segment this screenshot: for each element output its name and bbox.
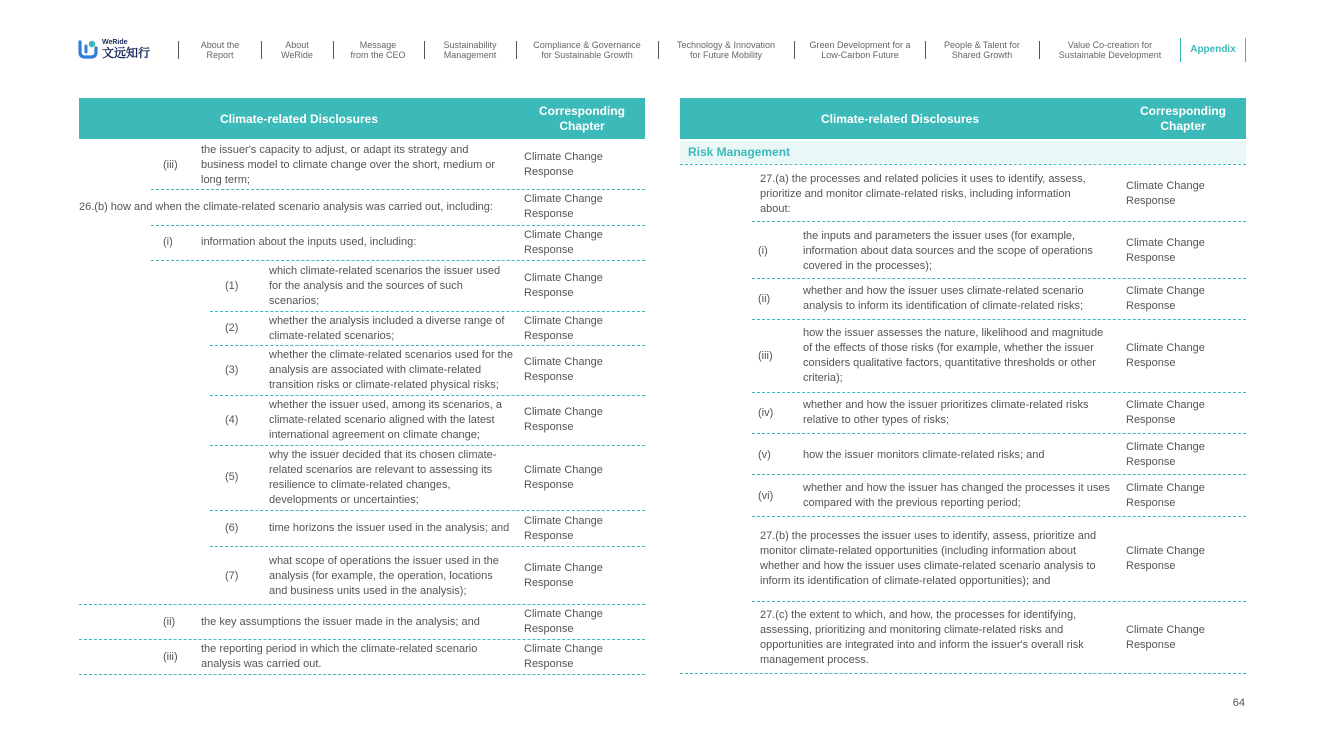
row-chapter[interactable]: Climate Change Response bbox=[524, 463, 603, 491]
table-row bbox=[680, 438, 1246, 472]
table-row bbox=[680, 324, 1246, 388]
row-number: (iii) bbox=[163, 650, 178, 663]
row-chapter[interactable]: Climate Change Response bbox=[524, 643, 603, 670]
row-chapter[interactable]: Climate Change Response bbox=[524, 562, 603, 589]
row-number: (7) bbox=[225, 569, 239, 582]
right-disclosure-table bbox=[680, 98, 1246, 678]
row-chapter[interactable]: Climate Change Response bbox=[1126, 342, 1205, 369]
table-row bbox=[79, 226, 645, 259]
nav-separator bbox=[794, 41, 795, 59]
nav-separator bbox=[516, 41, 517, 59]
table-row bbox=[79, 141, 645, 189]
nav-item-sustainability-management[interactable]: Sustainability Management bbox=[443, 40, 497, 60]
nav-separator bbox=[424, 41, 425, 59]
nav-separator bbox=[925, 41, 926, 59]
top-nav bbox=[0, 38, 1324, 62]
row-chapter[interactable]: Climate Change Response bbox=[524, 272, 603, 299]
row-divider bbox=[752, 433, 1246, 434]
row-text: how the issuer monitors climate-related risks; and bbox=[803, 448, 1045, 461]
row-number: (2) bbox=[225, 322, 239, 334]
row-text: time horizons the issuer used in the analysis; and bbox=[269, 522, 510, 534]
row-chapter[interactable]: Climate Change Response bbox=[1126, 441, 1205, 468]
row-divider bbox=[151, 260, 645, 261]
row-number: (iii) bbox=[163, 158, 178, 171]
nav-item-about-weride[interactable]: About WeRide bbox=[281, 40, 313, 60]
row-number: (4) bbox=[225, 413, 239, 426]
row-chapter[interactable]: Climate Change Response bbox=[1126, 399, 1205, 426]
row-number: (i) bbox=[163, 236, 173, 248]
row-text: the reporting period in which the climate-related scenario analysis was carried out. bbox=[201, 643, 478, 670]
row-divider bbox=[680, 164, 1246, 165]
row-divider bbox=[752, 516, 1246, 517]
row-chapter[interactable]: Climate Change Response bbox=[524, 193, 603, 220]
logo-text-en: WeRide bbox=[102, 39, 128, 46]
nav-item-ceo-message[interactable]: Message from the CEO bbox=[350, 40, 406, 60]
row-number: (i) bbox=[758, 244, 768, 257]
row-chapter[interactable]: Climate Change Response bbox=[1126, 180, 1205, 207]
nav-item-green-development[interactable]: Green Development for a Low-Carbon Future bbox=[809, 40, 911, 60]
table-row bbox=[79, 312, 645, 345]
row-chapter[interactable]: Climate Change Response bbox=[1126, 482, 1205, 509]
table-row bbox=[680, 479, 1246, 513]
row-text: 27.(c) the extent to which, and how, the processes for identifying, assessing, prioritizing and monitoring climate-related risks and opportunities are integrated into and inform the issuer's overall risk management process. bbox=[760, 609, 1084, 666]
nav-item-value-cocreation[interactable]: Value Co-creation for Sustainable Development bbox=[1058, 40, 1162, 60]
table-row bbox=[79, 396, 645, 444]
row-chapter[interactable]: Climate Change Response bbox=[1126, 285, 1205, 312]
row-text: 26.(b) how and when the climate-related scenario analysis was carried out, including: bbox=[79, 200, 493, 213]
row-text: whether the analysis included a diverse range of climate-related scenarios; bbox=[269, 314, 505, 342]
row-text: information about the inputs used, including: bbox=[201, 236, 417, 248]
row-chapter[interactable]: Climate Change Response bbox=[1126, 545, 1205, 572]
nav-separator bbox=[1039, 41, 1040, 59]
table-row bbox=[79, 640, 645, 674]
table-row bbox=[79, 605, 645, 639]
nav-separator bbox=[658, 41, 659, 59]
row-number: (3) bbox=[225, 363, 239, 376]
row-text: why the issuer decided that its chosen climate-related scenarios are relevant to assessing its resilience to climate-related changes, developments or uncertainties; bbox=[269, 448, 497, 506]
table-row bbox=[680, 396, 1246, 430]
row-text: whether the climate-related scenarios used for the analysis are associated with climate-related transition risks or climate-related physical risks; bbox=[269, 348, 513, 391]
row-text: which climate-related scenarios the issuer used for the analysis and the sources of such scenarios; bbox=[269, 264, 501, 307]
row-number: (ii) bbox=[163, 615, 176, 628]
page-header bbox=[0, 0, 1324, 75]
nav-item-compliance-governance[interactable]: Compliance & Governance for Sustainable Growth bbox=[533, 40, 641, 60]
row-chapter[interactable]: Climate Change Response bbox=[1126, 237, 1205, 264]
row-text: 27.(b) the processes the issuer uses to identify, assess, prioritize and monitor climate-related opportunities (including information about whether and how the issuer uses climate-related scenario analysis to inform its identification of climate-related opportunities); and bbox=[760, 530, 1097, 587]
page-number: 64 bbox=[1232, 697, 1245, 709]
nav-item-people-talent[interactable]: People & Talent for Shared Growth bbox=[944, 40, 1020, 60]
row-text: how the issuer assesses the nature, likelihood and magnitude of the effects of those risks (for example, whether the issuer considers qualitative factors, quantitative thresholds or other criteria); bbox=[803, 327, 1104, 384]
table-row bbox=[79, 550, 645, 602]
row-text: 27.(a) the processes and related policies it uses to identify, assess, prioritize and monitor climate-related risks, including information about: bbox=[760, 172, 1086, 215]
row-text: whether and how the issuer prioritizes climate-related risks relative to other types of risks; bbox=[803, 399, 1089, 426]
table-row bbox=[79, 346, 645, 394]
nav-separator bbox=[178, 41, 179, 59]
row-text: what scope of operations the issuer used in the analysis (for example, the operation, locations and business units used in the analysis); bbox=[269, 554, 499, 597]
table-row bbox=[79, 262, 645, 310]
row-text: whether and how the issuer uses climate-related scenario analysis to inform its identification of climate-related risks; bbox=[803, 285, 1084, 312]
row-chapter[interactable]: Climate Change Response bbox=[524, 151, 603, 178]
row-text: the inputs and parameters the issuer uses (for example, information about data sources and the scope of operations covered in the processes); bbox=[803, 229, 1093, 272]
row-divider bbox=[752, 601, 1246, 602]
table-row bbox=[680, 168, 1246, 220]
table-row bbox=[680, 226, 1246, 276]
row-text: whether the issuer used, among its scenarios, a climate-related scenario aligned with the latest international agreement on climate change; bbox=[269, 398, 502, 441]
table-row bbox=[79, 511, 645, 546]
row-number: (5) bbox=[225, 471, 239, 483]
row-chapter[interactable]: Climate Change Response bbox=[524, 608, 603, 635]
nav-item-technology-innovation[interactable]: Technology & Innovation for Future Mobility bbox=[676, 40, 776, 60]
row-text: whether and how the issuer has changed the processes it uses compared with the previous reporting period; bbox=[803, 482, 1110, 509]
row-number: (vi) bbox=[758, 489, 774, 502]
section-risk-management: Risk Management bbox=[680, 141, 1246, 163]
table-header bbox=[680, 98, 1246, 139]
row-divider bbox=[752, 392, 1246, 393]
row-chapter[interactable]: Climate Change Response bbox=[524, 228, 603, 256]
row-divider bbox=[752, 319, 1246, 320]
header-chapter: Corresponding Chapter bbox=[539, 103, 625, 133]
left-disclosure-table bbox=[79, 98, 645, 678]
table-header bbox=[79, 98, 645, 139]
row-divider bbox=[210, 546, 645, 547]
header-disclosures: Climate-related Disclosures bbox=[820, 111, 980, 126]
row-chapter[interactable]: Climate Change Response bbox=[524, 514, 603, 542]
row-text: the key assumptions the issuer made in the analysis; and bbox=[201, 615, 480, 628]
row-chapter[interactable]: Climate Change Response bbox=[1126, 624, 1205, 651]
row-chapter[interactable]: Climate Change Response bbox=[524, 314, 603, 342]
nav-separator bbox=[333, 41, 334, 59]
row-divider bbox=[752, 221, 1246, 222]
table-row bbox=[680, 282, 1246, 316]
row-number: (6) bbox=[225, 522, 239, 534]
nav-item-appendix[interactable]: Appendix bbox=[1180, 38, 1246, 62]
row-divider bbox=[79, 674, 645, 675]
row-number: (1) bbox=[225, 279, 239, 292]
nav-item-about-report[interactable]: About the Report bbox=[200, 40, 240, 60]
row-divider bbox=[752, 278, 1246, 279]
row-divider bbox=[752, 474, 1246, 475]
row-divider bbox=[680, 673, 1246, 674]
row-chapter[interactable]: Climate Change Response bbox=[524, 356, 603, 383]
table-row bbox=[680, 606, 1246, 670]
header-chapter: Corresponding Chapter bbox=[1140, 103, 1226, 133]
table-row bbox=[79, 190, 645, 224]
row-text: the issuer's capacity to adjust, or adapt its strategy and business model to climate change over the short, medium or long term; bbox=[201, 143, 496, 186]
header-disclosures: Climate-related Disclosures bbox=[219, 111, 379, 126]
row-number: (iii) bbox=[758, 349, 773, 362]
logo-text-cn: 文远知行 bbox=[102, 46, 151, 60]
nav-separator bbox=[261, 41, 262, 59]
table-row bbox=[680, 527, 1246, 591]
row-number: (ii) bbox=[758, 292, 771, 305]
row-number: (v) bbox=[758, 448, 771, 461]
row-number: (iv) bbox=[758, 406, 774, 419]
table-row bbox=[79, 446, 645, 509]
row-chapter[interactable]: Climate Change Response bbox=[524, 406, 603, 433]
